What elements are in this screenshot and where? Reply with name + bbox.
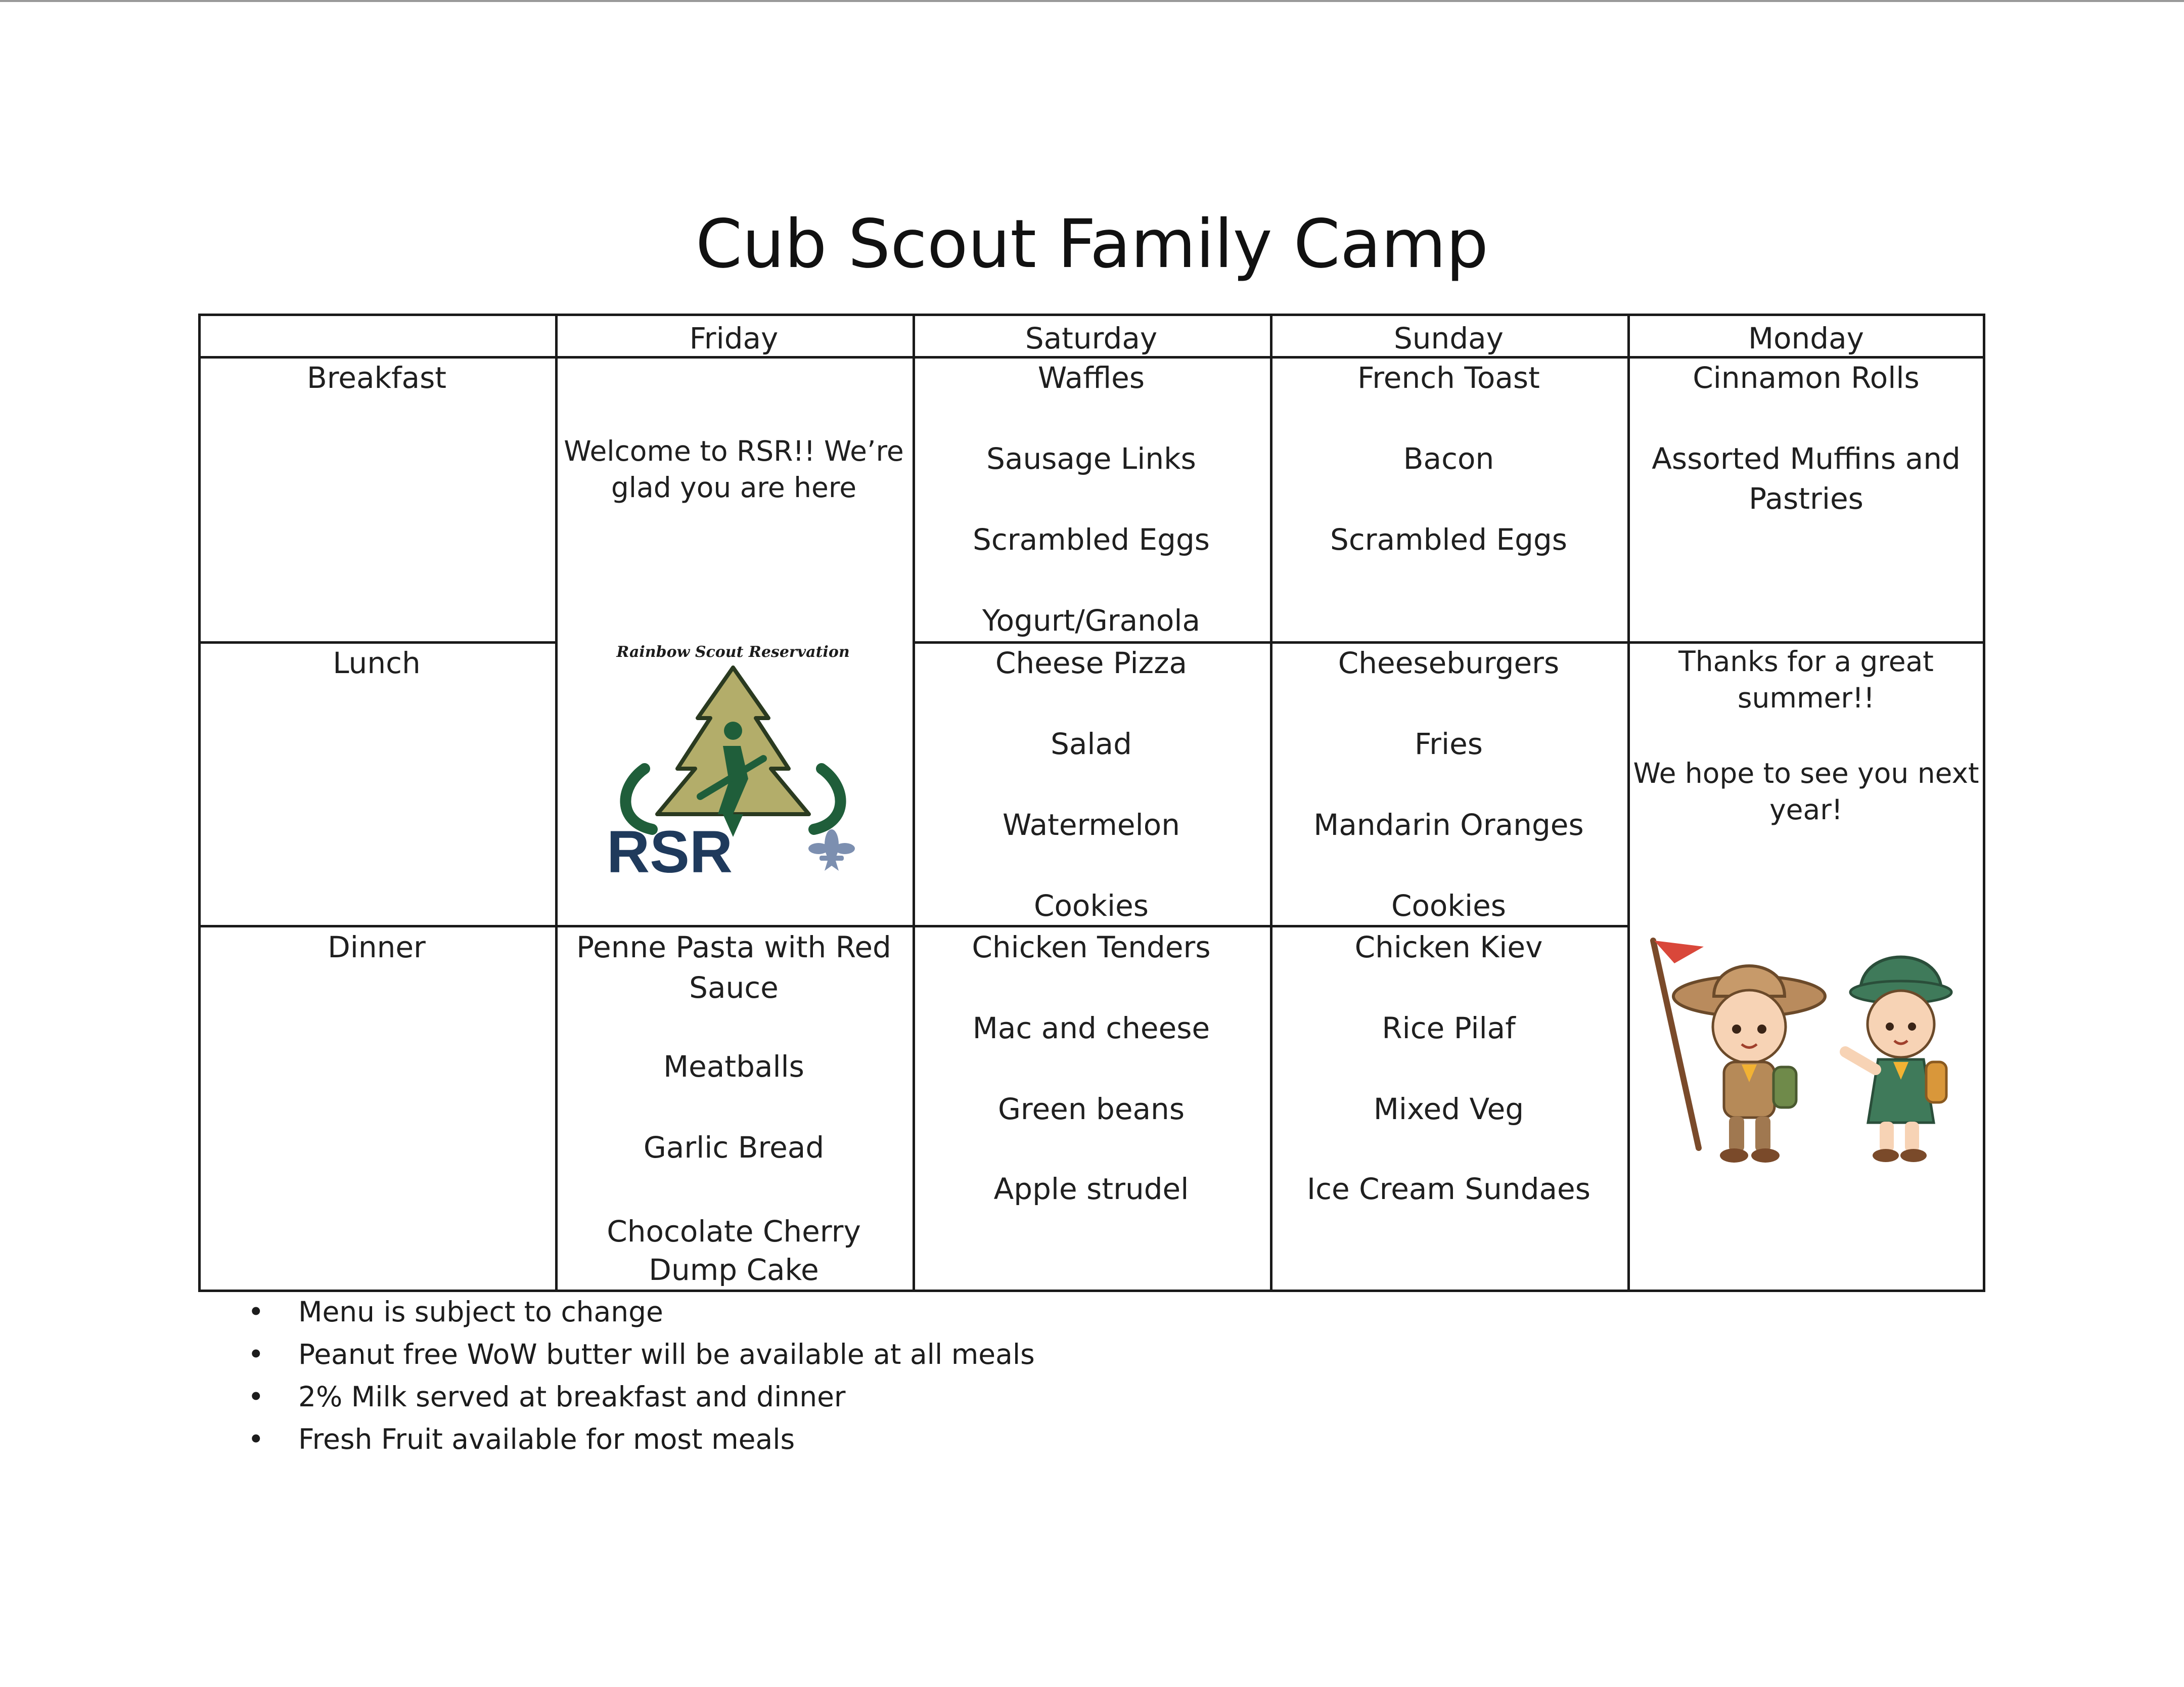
menu-item: Assorted Muffins and (1652, 441, 1961, 476)
notes-list (248, 1291, 1035, 1460)
scout-with-flag-icon (1653, 941, 1825, 1163)
menu-item: Bacon (1403, 441, 1494, 476)
menu-item: Chicken Tenders (972, 930, 1211, 964)
menu-item: Watermelon (1003, 808, 1180, 842)
page-title: Cub Scout Family Camp (695, 205, 1489, 283)
bullet: • (248, 1423, 264, 1455)
menu-item: Cinnamon Rolls (1693, 361, 1920, 395)
header-friday: Friday (689, 321, 779, 356)
welcome-line: Welcome to RSR!! We’re (564, 435, 904, 467)
bullet: • (248, 1381, 264, 1413)
meal-label-lunch: Lunch (333, 646, 421, 680)
message-line: We hope to see you next (1633, 757, 1979, 789)
message-line: Thanks for a great (1678, 645, 1934, 678)
note-text: Menu is subject to change (298, 1296, 663, 1328)
note-item (248, 1418, 1035, 1460)
message-line: year! (1769, 793, 1843, 826)
menu-item: Garlic Bread (643, 1130, 825, 1165)
menu-item: Yogurt/Granola (982, 603, 1201, 638)
note-text: Fresh Fruit available for most meals (298, 1423, 795, 1455)
header-saturday: Saturday (1025, 321, 1158, 356)
menu-item: Sausage Links (986, 441, 1196, 476)
menu-item: Rice Pilaf (1382, 1011, 1516, 1045)
meal-label-dinner: Dinner (328, 930, 426, 964)
rsr-emblem-icon (597, 662, 870, 880)
note-text: Peanut free WoW butter will be available at all meals (298, 1338, 1035, 1370)
menu-item: Apple strudel (993, 1172, 1189, 1206)
header-sunday: Sunday (1393, 321, 1504, 356)
menu-item: Scrambled Eggs (1330, 522, 1567, 557)
logo-rsr-text: RSR (607, 819, 733, 880)
top-border (0, 0, 2184, 2)
menu-item: Sauce (689, 970, 779, 1005)
rsr-logo (597, 642, 870, 880)
bullet: • (248, 1296, 264, 1328)
note-item (248, 1375, 1035, 1418)
menu-item: Pastries (1749, 481, 1863, 516)
menu-item: Salad (1051, 727, 1132, 761)
scout-waving-icon (1845, 957, 1951, 1163)
scouts-illustration (1638, 925, 1972, 1168)
menu-item: Mac and cheese (972, 1011, 1210, 1045)
meal-label-breakfast: Breakfast (306, 361, 447, 395)
bullet: • (248, 1338, 264, 1370)
menu-item: Fries (1414, 727, 1483, 761)
menu-item: Scrambled Eggs (973, 522, 1210, 557)
header-monday: Monday (1748, 321, 1864, 356)
note-text: 2% Milk served at breakfast and dinner (298, 1381, 846, 1413)
menu-item: Meatballs (663, 1049, 804, 1084)
menu-item: Green beans (997, 1092, 1185, 1126)
menu-item: Cookies (1033, 889, 1149, 923)
menu-item: Cheese Pizza (995, 646, 1188, 680)
logo-caption: Rainbow Scout Reservation (616, 643, 850, 661)
menu-item: Chocolate Cherry (607, 1214, 861, 1249)
note-item (248, 1291, 1035, 1333)
table-border-top (198, 314, 1985, 316)
menu-item: Penne Pasta with Red (576, 930, 891, 964)
menu-item: Ice Cream Sundaes (1307, 1172, 1590, 1206)
menu-item: Cheeseburgers (1338, 646, 1560, 680)
menu-item: Dump Cake (649, 1253, 819, 1287)
menu-item: Chicken Kiev (1354, 930, 1543, 964)
welcome-line: glad you are here (611, 471, 857, 504)
menu-item: Mixed Veg (1373, 1092, 1524, 1126)
menu-item: Cookies (1391, 889, 1507, 923)
menu-item: French Toast (1357, 361, 1540, 395)
col-border-left (198, 314, 201, 1292)
message-line: summer!! (1737, 682, 1875, 714)
menu-item: Waffles (1037, 361, 1145, 395)
note-item (248, 1333, 1035, 1375)
menu-item: Mandarin Oranges (1313, 808, 1584, 842)
